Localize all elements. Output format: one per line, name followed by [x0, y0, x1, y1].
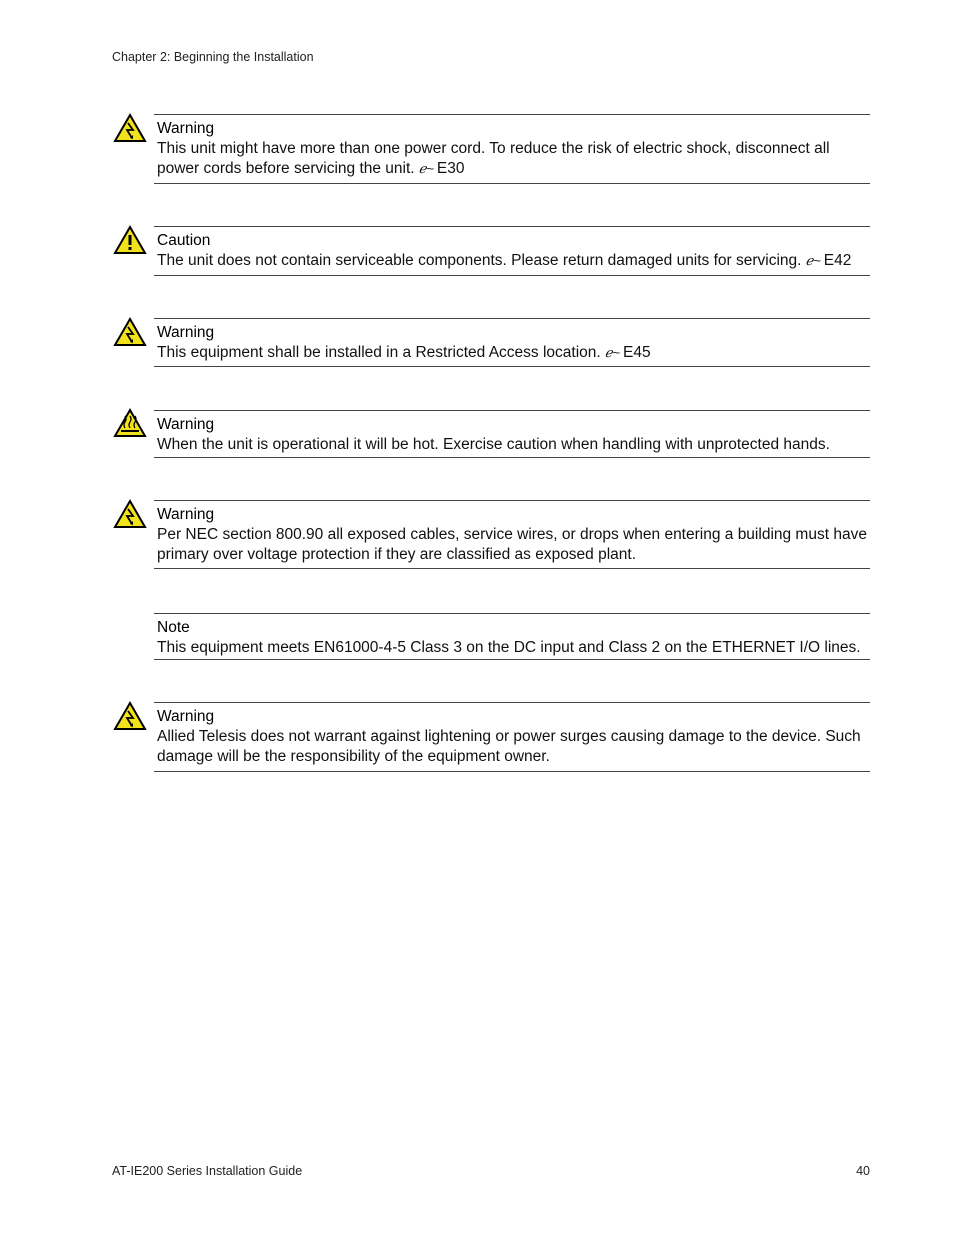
notice-warning-nec	[154, 500, 870, 569]
electric-shock-warning-icon	[113, 113, 147, 143]
signature-mark-icon: ℯ~	[418, 161, 434, 176]
notice-text: This unit might have more than one power cord. To reduce the risk of electric shock, disconnect all power cords before servicing the unit. ℯ~ E30	[157, 140, 830, 177]
notice-title: Warning	[157, 506, 215, 523]
notice-text: The unit does not contain serviceable components. Please return damaged units for servicing. ℯ~ E42	[157, 252, 852, 269]
hot-surface-warning-icon	[113, 408, 147, 438]
chapter-header: Chapter 2: Beginning the Installation	[112, 50, 314, 64]
notice-warning-restricted-access	[154, 318, 870, 367]
notice-title: Warning	[157, 120, 215, 137]
notice-title: Warning	[157, 324, 215, 341]
notice-title: Note	[157, 619, 190, 636]
notice-warning-surge	[154, 702, 870, 772]
notice-title: Caution	[157, 232, 211, 249]
notice-title: Warning	[157, 708, 215, 725]
notice-caution-serviceable	[154, 226, 870, 276]
notice-text: When the unit is operational it will be hot. Exercise caution when handling with unprotected hands.	[157, 436, 830, 453]
page-number: 40	[856, 1164, 870, 1178]
notice-code: E42	[823, 252, 852, 269]
notice-text: This equipment meets EN61000-4-5 Class 3 on the DC input and Class 2 on the ETHERNET I/O lines.	[157, 639, 861, 656]
notice-code: E30	[436, 160, 465, 177]
notice-text: Allied Telesis does not warrant against lightening or power surges causing damage to the device. Such damage will be the responsibility of the equipment owner.	[157, 728, 861, 765]
notice-note-en61000	[154, 613, 870, 660]
notice-warning-hot-unit	[154, 410, 870, 458]
electric-shock-warning-icon	[113, 701, 147, 731]
signature-mark-icon: ℯ~	[604, 345, 620, 360]
electric-shock-warning-icon	[113, 317, 147, 347]
caution-exclamation-icon	[113, 225, 147, 255]
notice-warning-power-cords	[154, 114, 870, 184]
footer-guide-title: AT-IE200 Series Installation Guide	[112, 1164, 303, 1178]
signature-mark-icon: ℯ~	[805, 253, 821, 268]
notice-title: Warning	[157, 416, 215, 433]
notice-code: E45	[623, 344, 651, 361]
notice-text: Per NEC section 800.90 all exposed cables, service wires, or drops when entering a building must have primary over voltage protection if they are classified as exposed plant.	[157, 526, 867, 563]
electric-shock-warning-icon	[113, 499, 147, 529]
notice-text: This equipment shall be installed in a Restricted Access location. ℯ~ E45	[157, 344, 651, 361]
